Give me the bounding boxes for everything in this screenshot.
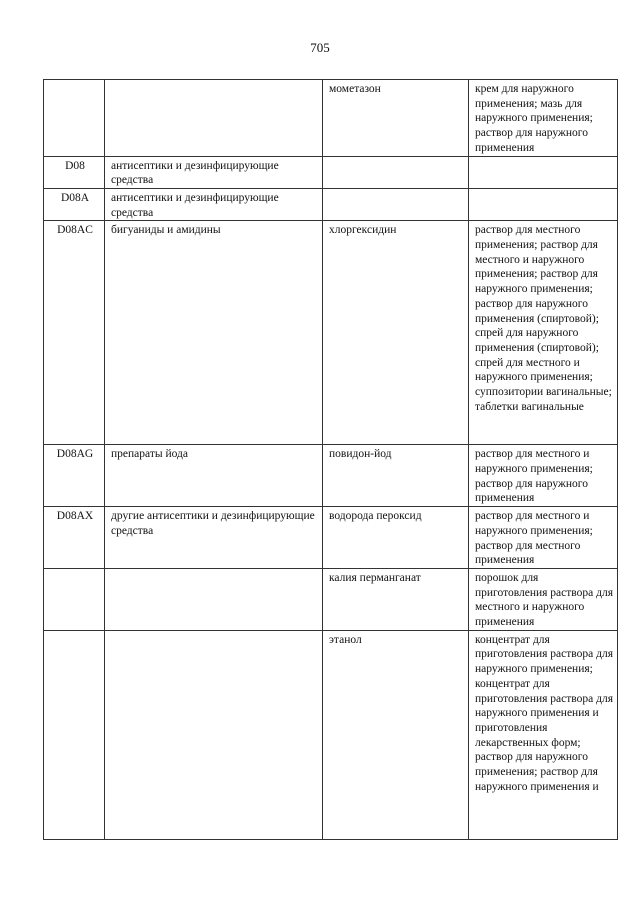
atc-code-cell: D08AC [44,221,105,445]
group-name-cell: антисептики и дезинфицирующие средства [105,188,323,220]
atc-code-cell [44,568,105,630]
dosage-form-cell: раствор для местного и наружного применения; раствор для местного применения [469,507,618,569]
group-name-cell: антисептики и дезинфицирующие средства [105,156,323,188]
drug-table [43,79,618,840]
group-name-cell [105,80,323,157]
group-name-cell: бигуаниды и амидины [105,221,323,445]
table-row [44,80,618,157]
atc-code-cell [44,80,105,157]
atc-code-cell: D08 [44,156,105,188]
dosage-form-cell [469,156,618,188]
drug-name-cell: хлоргексидин [323,221,469,445]
atc-code-cell: D08A [44,188,105,220]
drug-name-cell: повидон-йод [323,445,469,507]
drug-name-cell [323,156,469,188]
table-row [44,507,618,569]
dosage-form-cell: порошок для приготовления раствора для местного и наружного применения [469,568,618,630]
table-row [44,630,618,839]
dosage-form-cell: крем для наружного применения; мазь для наружного применения; раствор для наружного применения [469,80,618,157]
table-row [44,221,618,445]
dosage-form-cell [469,188,618,220]
table-row [44,445,618,507]
dosage-form-cell: раствор для местного применения; раствор для местного и наружного применения; раствор для наружного применения; раствор для наружного применения (спиртовой); спрей для наружного применения (спиртовой); спрей для местного и наружного применения; суппозитории вагинальные; таблетки вагинальные [469,221,618,445]
dosage-form-cell: концентрат для приготовления раствора для наружного применения; концентрат для приготовления раствора для наружного применения и приготовления лекарственных форм; раствор для наружного применения; раствор для наружного применения и [469,630,618,839]
group-name-cell: другие антисептики и дезинфицирующие средства [105,507,323,569]
drug-name-cell: этанол [323,630,469,839]
page-number: 705 [310,40,330,55]
drug-name-cell: мометазон [323,80,469,157]
table-row [44,156,618,188]
atc-code-cell: D08AG [44,445,105,507]
group-name-cell: препараты йода [105,445,323,507]
table-row [44,188,618,220]
atc-code-cell [44,630,105,839]
atc-code-cell: D08AX [44,507,105,569]
table-row [44,568,618,630]
dosage-form-cell: раствор для местного и наружного применения; раствор для наружного применения [469,445,618,507]
drug-name-cell: калия перманганат [323,568,469,630]
group-name-cell [105,568,323,630]
drug-name-cell: водорода пероксид [323,507,469,569]
group-name-cell [105,630,323,839]
drug-name-cell [323,188,469,220]
